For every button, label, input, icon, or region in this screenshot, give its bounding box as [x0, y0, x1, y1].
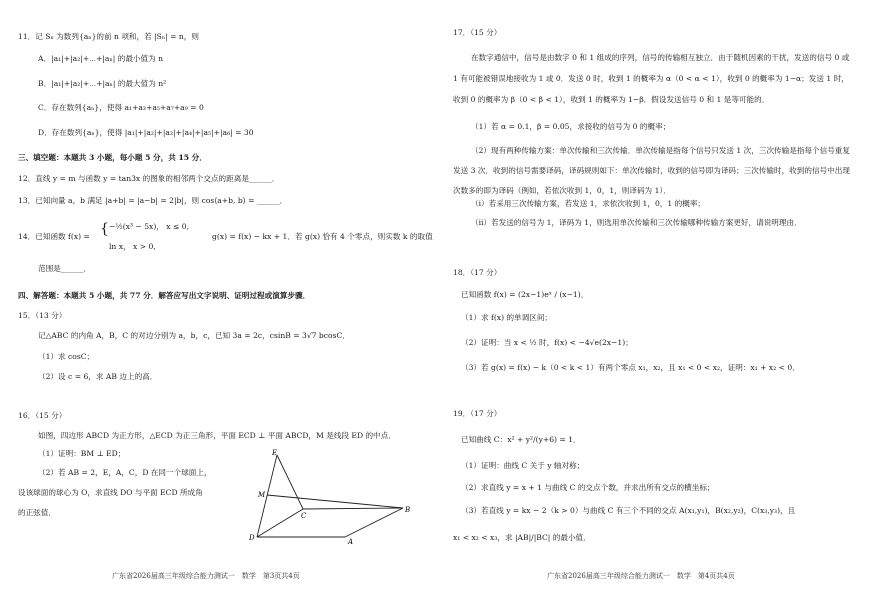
- q14-case-1: −½(x³ − 5x)， x ≤ 0,: [109, 222, 190, 231]
- q14-line2: 范围是______．: [38, 264, 92, 273]
- segment-mb: [267, 495, 403, 508]
- page-3: [0, 0, 433, 598]
- section-4-heading: 四、解答题：本题共 5 小题，共 77 分．解答应写出文字说明、证明过程或演算步骤．: [18, 291, 311, 300]
- q15-stem: 记△ABC 的内角 A，B，C 的对边分别为 a，b，c，已知 3a = 2c，csinB = 3√7 bcosC．: [38, 331, 350, 340]
- q18-head: 18．（17 分）: [453, 268, 502, 277]
- q16-stem: 如图，四边形 ABCD 为正方形，△ECD 为正三角形，平面 ECD ⊥ 平面 ABCD，M 是线段 ED 的中点．: [38, 431, 396, 440]
- q14-case-2: ln x， x > 0,: [109, 242, 156, 251]
- q15-part-1: （1）求 cosC；: [38, 352, 95, 361]
- q12: 12．直线 y = m 与函数 y = tan3x 的图象的相邻两个交点的距离是______．: [18, 174, 280, 183]
- label-d: D: [249, 534, 255, 542]
- q18-part-1: （1）求 f(x) 的单调区间；: [461, 313, 553, 322]
- q17-part-2ii: （ii）若发送的信号为 1，译码为 1，则选用单次传输和三次传输哪种传输方案更好，请说明理由．: [471, 218, 802, 227]
- q17-stem: 在数字通信中，信号是由数字 0 和 1 组成的序列，信号的传输相互独立．由于随机因素的干扰，发送的信号 0 或 1 有可能被错误地接收为 1 或 0．发送 0 时，收到 1 的概率为 α（0 < α < 1），收到 0 的概率为 1−α；发送 1 时，收到 0 的概率为 β（0 < β < 1），收到 1 的概率为 1−β．假设发送信号 0 和 1 是等可能的．: [453, 53, 850, 104]
- label-b: B: [405, 506, 411, 514]
- edge-cb: [303, 508, 403, 509]
- q19-part-3b: x₁ < x₂ < x₃，求 |AB|/|BC| 的最小值．: [453, 533, 591, 542]
- q18-part-2: （2）证明：当 x < ½ 时，f(x) < −4√e(2x−1)；: [461, 338, 633, 347]
- section-3-heading: 三、填空题：本题共 3 小题，每小题 5 分，共 15 分．: [18, 153, 207, 162]
- q16-part-1: （1）证明：BM ⊥ ED；: [38, 449, 126, 458]
- q17-part-1: （1）若 α = 0.1，β = 0.05，求接收的信号为 0 的概率；: [471, 122, 671, 131]
- q17-head: 17．（15 分）: [453, 28, 502, 37]
- q18-part-3: （3）若 g(x) = f(x) − k（0 < k < 1）有两个零点 x₁，x₂，且 x₁ < 0 < x₂，证明：x₁ + x₂ < 0．: [461, 363, 800, 372]
- label-e: E: [272, 449, 278, 457]
- edge-dc: [257, 509, 303, 537]
- q16-part-2c: 的正弦值．: [18, 508, 56, 517]
- q19-head: 19．（17 分）: [453, 409, 502, 418]
- q15-part-2: （2）设 c = 6，求 AB 边上的高．: [38, 372, 158, 381]
- edge-ab: [345, 508, 403, 537]
- q11-option-b: B．|a₁|+|a₂|+⋯+|aₙ| 的最大值为 n²: [38, 79, 167, 88]
- q15-head: 15．（13 分）: [18, 311, 67, 320]
- q19-part-2: （2）求直线 y = x + 1 与曲线 C 的交点个数，并求出所有交点的横坐标；: [461, 483, 715, 492]
- q16-part-2b: 设该球面的球心为 O，求直线 DO 与平面 ECD 所成角: [18, 488, 203, 497]
- q11-option-a: A．|a₁|+|a₂|+⋯+|aₙ| 的最小值为 n: [38, 54, 163, 63]
- label-a: A: [348, 538, 354, 546]
- q19-part-3: （3）若直线 y = kx − 2（k > 0）与曲线 C 有三个不同的交点 A(x₁,y₁)，B(x₂,y₂)，C(x₃,y₃)，且: [461, 506, 796, 515]
- q11-option-d: D．存在数列{aₙ}，使得 |a₁|+|a₂|+|a₃|+|a₄|+|a₅|+|a₆| = 30: [38, 128, 254, 137]
- q17-part-2i: （i）若采用三次传输方案，若发送 1，求依次收到 1，0，1 的概率；: [471, 199, 706, 208]
- page-4: [435, 0, 855, 598]
- q11-option-c: C．存在数列{aₙ}，使得 a₁+a₃+a₅+a₇+a₉ = 0: [38, 103, 204, 112]
- q14-tail: g(x) = f(x) − kx + 1．若 g(x) 恰有 4 个零点，则实数 k 的取值: [212, 232, 433, 241]
- label-c: C: [301, 512, 307, 520]
- footer-page-4: 广东省2026届高三年级综合能力测试一 数学 第4页共4页: [547, 572, 735, 580]
- q16-part-2a: （2）若 AB = 2，E，A，C，D 在同一个球面上，: [38, 468, 212, 477]
- q19-stem: 已知曲线 C：x² + y²/(y+6) = 1．: [461, 435, 581, 444]
- q19-part-1: （1）证明：曲线 C 关于 y 轴对称；: [461, 461, 585, 470]
- q13: 13．已知向量 a，b 满足 |a+b| = |a−b| = 2|b|，则 cos⟨a+b, b⟩ = ______．: [18, 196, 288, 205]
- edge-ec: [277, 455, 303, 509]
- q16-head: 16．（15 分）: [18, 411, 67, 420]
- footer-page-3: 广东省2026届高三年级综合能力测试一 数学 第3页共4页: [112, 572, 300, 580]
- q16-figure: [245, 448, 420, 548]
- q11-stem: 11．记 Sₙ 为数列{aₙ}的前 n 项和，若 |Sₙ| = n，则: [18, 32, 199, 41]
- q14-lead: 14．已知函数 f(x) =: [18, 232, 90, 241]
- q14-brace: {: [100, 221, 109, 237]
- q17-part-2: （2）现有两种传输方案：单次传输和三次传输．单次传输是指每个信号只发送 1 次，三次传输是指每个信号重复发送 3 次．收到的信号需要译码，译码规则如下：单次传输时，收到的信号即为译码；三次传输时，收到的信号中出现次数多的即为译码（例如，若依次收到 1，0，1，则译码为 1）．: [453, 146, 850, 195]
- q18-stem: 已知函数 f(x) = (2x−1)eˣ / (x−1)．: [461, 290, 589, 299]
- label-m: M: [258, 491, 266, 499]
